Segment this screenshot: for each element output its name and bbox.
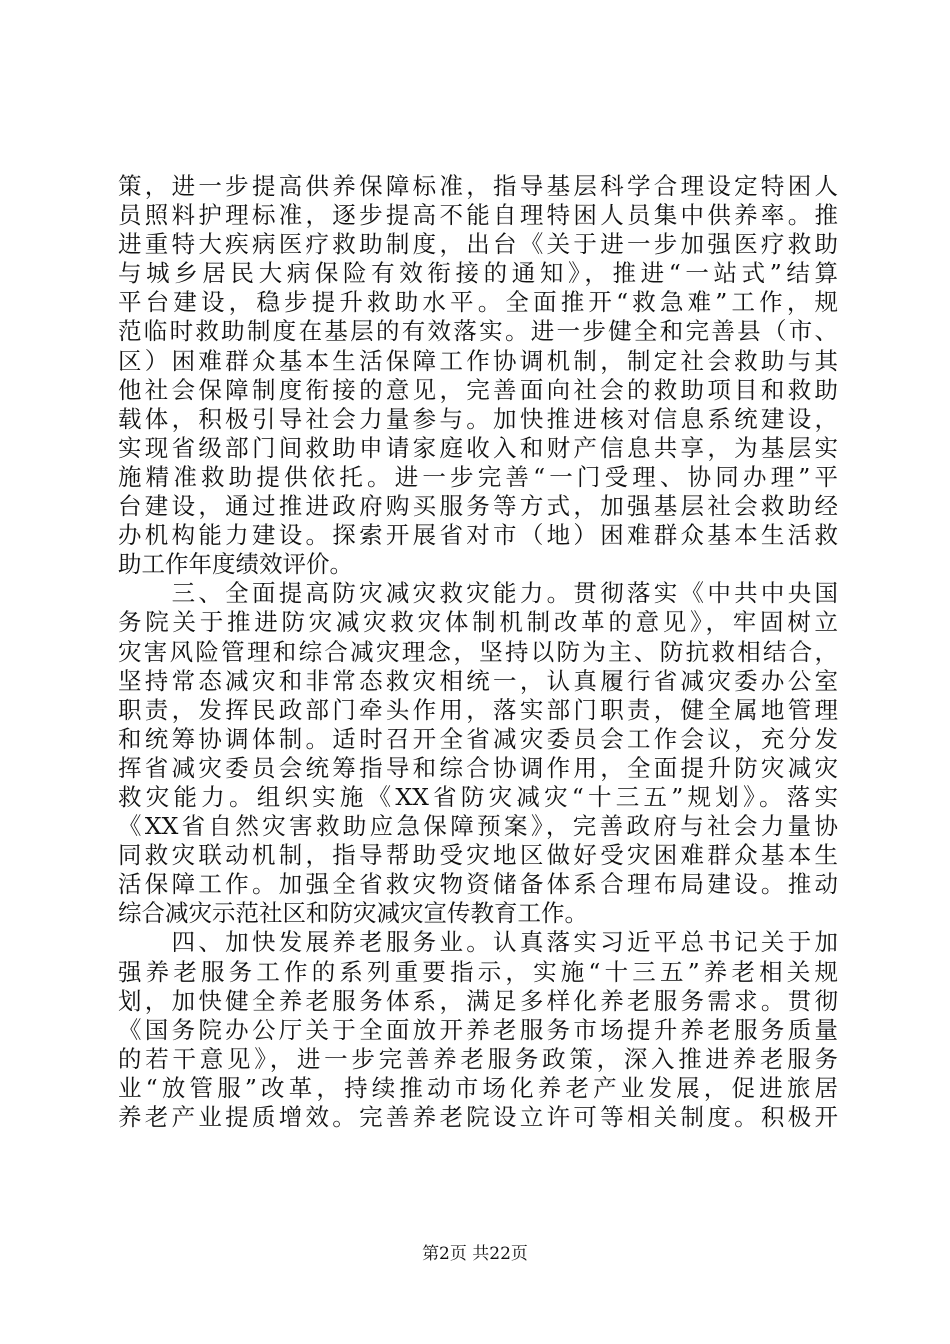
text-line: 务院关于推进防灾减灾救灾体制机制改革的意见》，牢固树立 <box>118 608 838 637</box>
text-line: 范临时救助制度在基层的有效落实。进一步健全和完善县（市、 <box>118 317 838 346</box>
page-footer: 第2页 共22页 <box>422 1244 528 1264</box>
text-line: 员照料护理标准，逐步提高不能自理特困人员集中供养率。推 <box>118 201 838 230</box>
text-line: 助工作年度绩效评价。 <box>118 550 353 579</box>
text-line: 职责，发挥民政部门牵头作用，落实部门职责，健全属地管理 <box>118 695 838 724</box>
text-line: 策，进一步提高供养保障标准，指导基层科学合理设定特困人 <box>118 172 838 200</box>
text-line: 进重特大疾病医疗救助制度，出台《关于进一步加强医疗救助 <box>118 230 838 259</box>
text-line: 和统筹协调体制。适时召开全省减灾委员会工作会议，充分发 <box>118 724 838 753</box>
text-line: 养老产业提质增效。完善养老院设立许可等相关制度。积极开 <box>118 1103 838 1131</box>
text-line: 业“放管服”改革，持续推动市场化养老产业发展，促进旅居 <box>118 1073 838 1102</box>
text-line: 四、加快发展养老服务业。认真落实习近平总书记关于加 <box>118 928 838 957</box>
text-line: 施精准救助提供依托。进一步完善“一门受理、协同办理”平 <box>118 462 838 491</box>
text-line: 区）困难群众基本生活保障工作协调机制，制定社会救助与其 <box>118 346 838 375</box>
text-line: 救灾能力。组织实施《XX省防灾减灾“十三五”规划》。落实 <box>118 782 838 811</box>
text-line: 强养老服务工作的系列重要指示，实施“十三五”养老相关规 <box>118 957 838 986</box>
text-line: 坚持常态减灾和非常态救灾相统一，认真履行省减灾委办公室 <box>118 666 838 695</box>
text-line: 实现省级部门间救助申请家庭收入和财产信息共享，为基层实 <box>118 433 838 462</box>
text-line: 他社会保障制度衔接的意见，完善面向社会的救助项目和救助 <box>118 375 838 404</box>
text-line: 活保障工作。加强全省救灾物资储备体系合理布局建设。推动 <box>118 870 838 899</box>
text-line: 与城乡居民大病保险有效衔接的通知》，推进“一站式”结算 <box>118 259 838 288</box>
text-line: 三、全面提高防灾减灾救灾能力。贯彻落实《中共中央国 <box>118 579 838 608</box>
text-line: 同救灾联动机制，指导帮助受灾地区做好受灾困难群众基本生 <box>118 841 838 870</box>
text-line: 的若干意见》，进一步完善养老服务政策，深入推进养老服务 <box>118 1044 838 1073</box>
text-line: 《国务院办公厅关于全面放开养老服务市场提升养老服务质量 <box>118 1015 838 1044</box>
text-line: 综合减灾示范社区和防灾减灾宣传教育工作。 <box>118 899 588 928</box>
text-line: 灾害风险管理和综合减灾理念，坚持以防为主、防抗救相结合， <box>118 637 838 666</box>
text-line: 挥省减灾委员会统筹指导和综合协调作用，全面提升防灾减灾 <box>118 753 838 782</box>
text-line: 台建设，通过推进政府购买服务等方式，加强基层社会救助经 <box>118 492 838 521</box>
body-text <box>118 172 838 1132</box>
text-line: 《XX省自然灾害救助应急保障预案》，完善政府与社会力量协 <box>118 812 838 841</box>
text-line: 平台建设，稳步提升救助水平。全面推开“救急难”工作，规 <box>118 288 838 317</box>
text-line: 办机构能力建设。探索开展省对市（地）困难群众基本生活救 <box>118 521 838 550</box>
text-line: 划，加快健全养老服务体系，满足多样化养老服务需求。贯彻 <box>118 986 838 1015</box>
text-line: 载体，积极引导社会力量参与。加快推进核对信息系统建设， <box>118 404 838 433</box>
